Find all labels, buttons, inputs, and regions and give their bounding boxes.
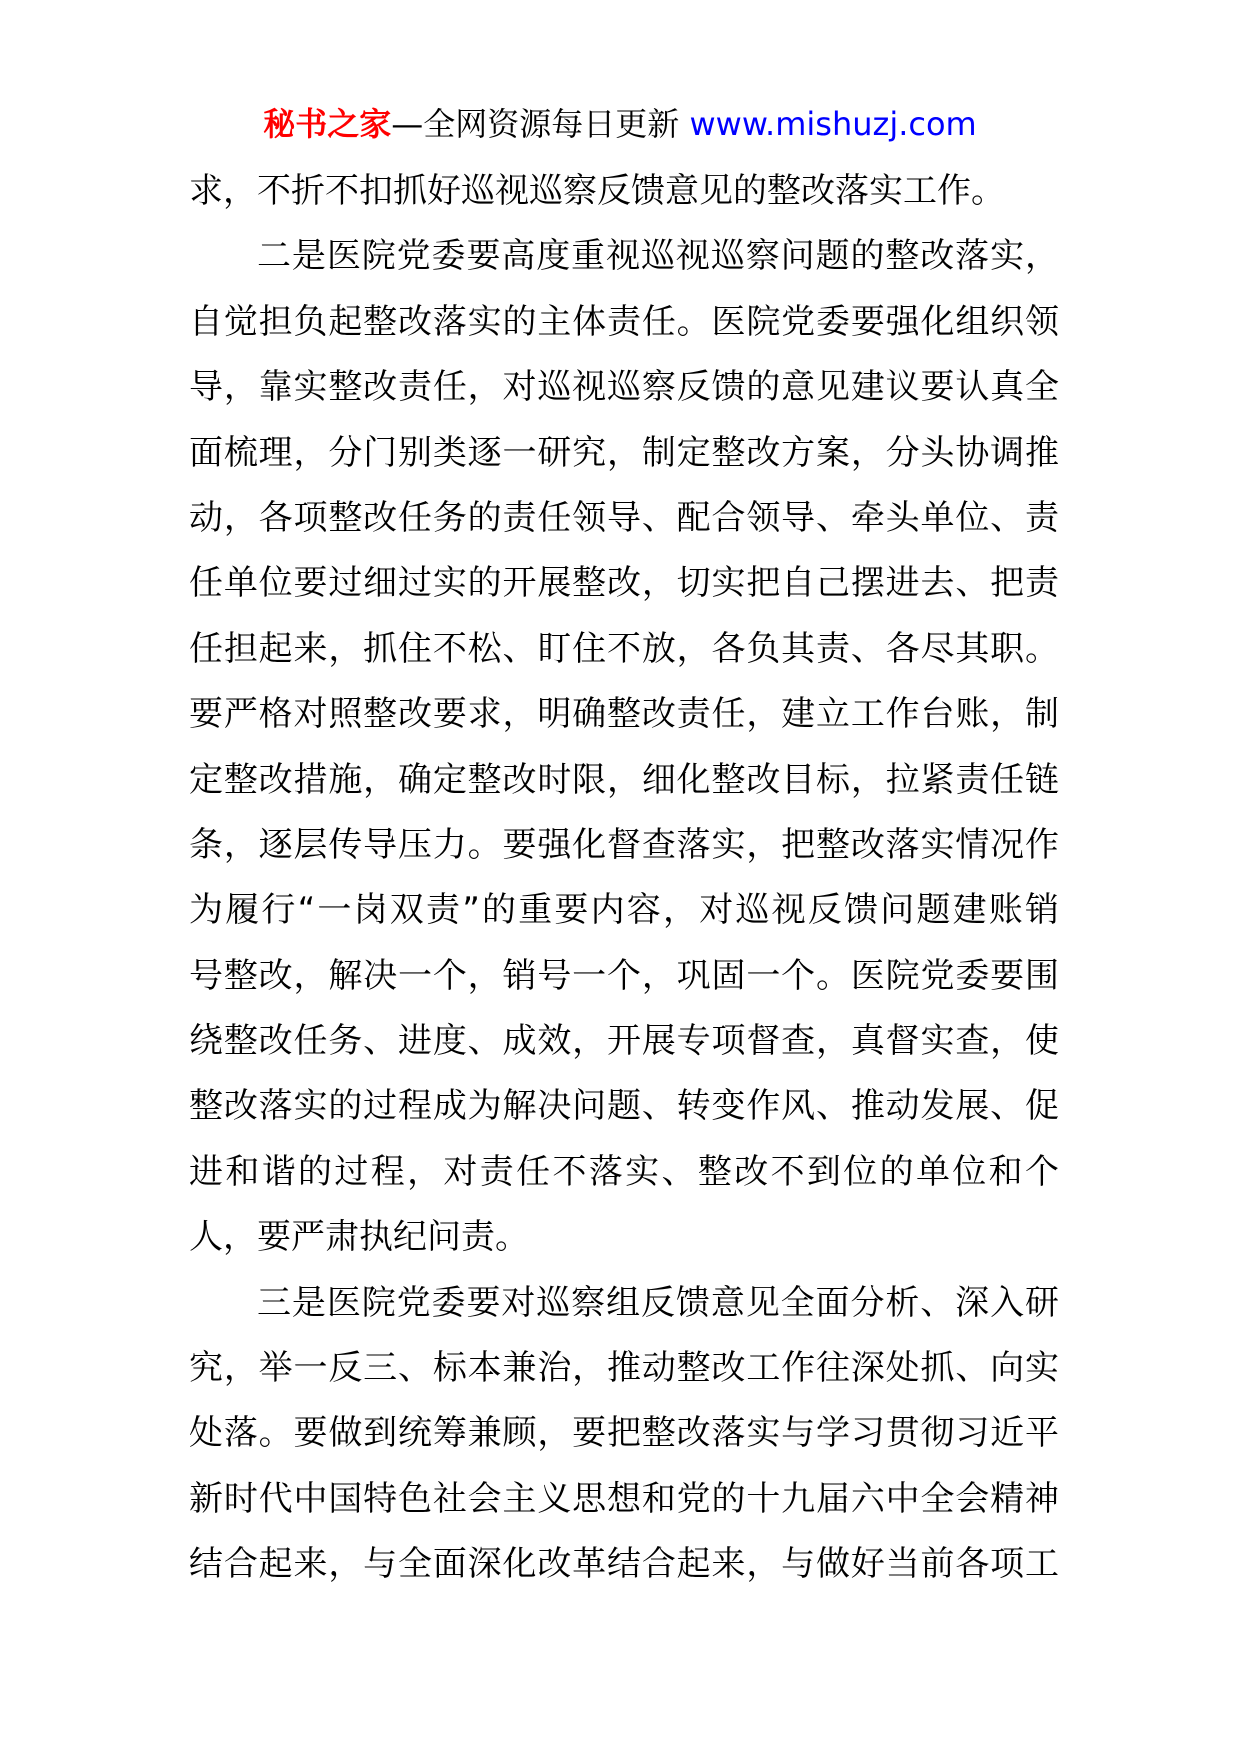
body-line: 绕整改任务、进度、成效，开展专项督查，真督实查，使 [189, 1021, 1059, 1062]
body-line: 任担起来，抓住不松、盯住不放，各负其责、各尽其职。 [189, 628, 1059, 669]
body-line: 为履行“一岗双责”的重要内容，对巡视反馈问题建账销 [189, 890, 1059, 931]
paragraph-3 [189, 1271, 1059, 1598]
body-line: 究，举一反三、标本兼治，推动整改工作往深处抓、向实 [189, 1348, 1059, 1389]
body-line: 导，靠实整改责任，对巡视巡察反馈的意见建议要认真全 [189, 367, 1059, 408]
body-line: 任单位要过细过实的开展整改，切实把自己摆进去、把责 [189, 563, 1059, 604]
body-line: 自觉担负起整改落实的主体责任。医院党委要强化组织领 [189, 301, 1059, 342]
body-line: 号整改，解决一个，销号一个，巩固一个。医院党委要围 [189, 955, 1059, 996]
header-brand: 秘书之家 [263, 105, 392, 143]
body-line: 结合起来，与全面深化改革结合起来，与做好当前各项工 [189, 1544, 1059, 1585]
body-line: 定整改措施，确定整改时限，细化整改目标，拉紧责任链 [189, 759, 1059, 800]
body-line: 整改落实的过程成为解决问题、转变作风、推动发展、促 [189, 1086, 1059, 1127]
body-line: 人，要严肃执纪问责。 [189, 1217, 529, 1258]
body-line: 三是医院党委要对巡察组反馈意见全面分析、深入研 [257, 1282, 1059, 1323]
header-url: www.mishuzj.com [689, 105, 977, 143]
page-header [0, 104, 1240, 144]
body-line: 进和谐的过程，对责任不落实、整改不到位的单位和个 [189, 1151, 1059, 1192]
header-tagline: —全网资源每日更新 [391, 105, 690, 143]
body-text [189, 159, 1059, 1598]
body-line: 求，不折不扣抓好巡视巡察反馈意见的整改落实工作。 [189, 171, 1005, 211]
body-line: 条，逐层传导压力。要强化督查落实，把整改落实情况作 [189, 824, 1059, 865]
body-line: 处落。要做到统筹兼顾，要把整改落实与学习贯彻习近平 [189, 1413, 1059, 1454]
body-line: 新时代中国特色社会主义思想和党的十九届六中全会精神 [189, 1478, 1059, 1519]
body-line: 二是医院党委要高度重视巡视巡察问题的整改落实， [257, 236, 1059, 277]
body-line: 动，各项整改任务的责任领导、配合领导、牵头单位、责 [189, 497, 1059, 538]
body-line: 面梳理，分门别类逐一研究，制定整改方案，分头协调推 [189, 432, 1059, 473]
body-line: 要严格对照整改要求，明确整改责任，建立工作台账，制 [189, 694, 1059, 735]
paragraph-2 [189, 224, 1059, 1270]
paragraph-1 [189, 159, 1059, 224]
